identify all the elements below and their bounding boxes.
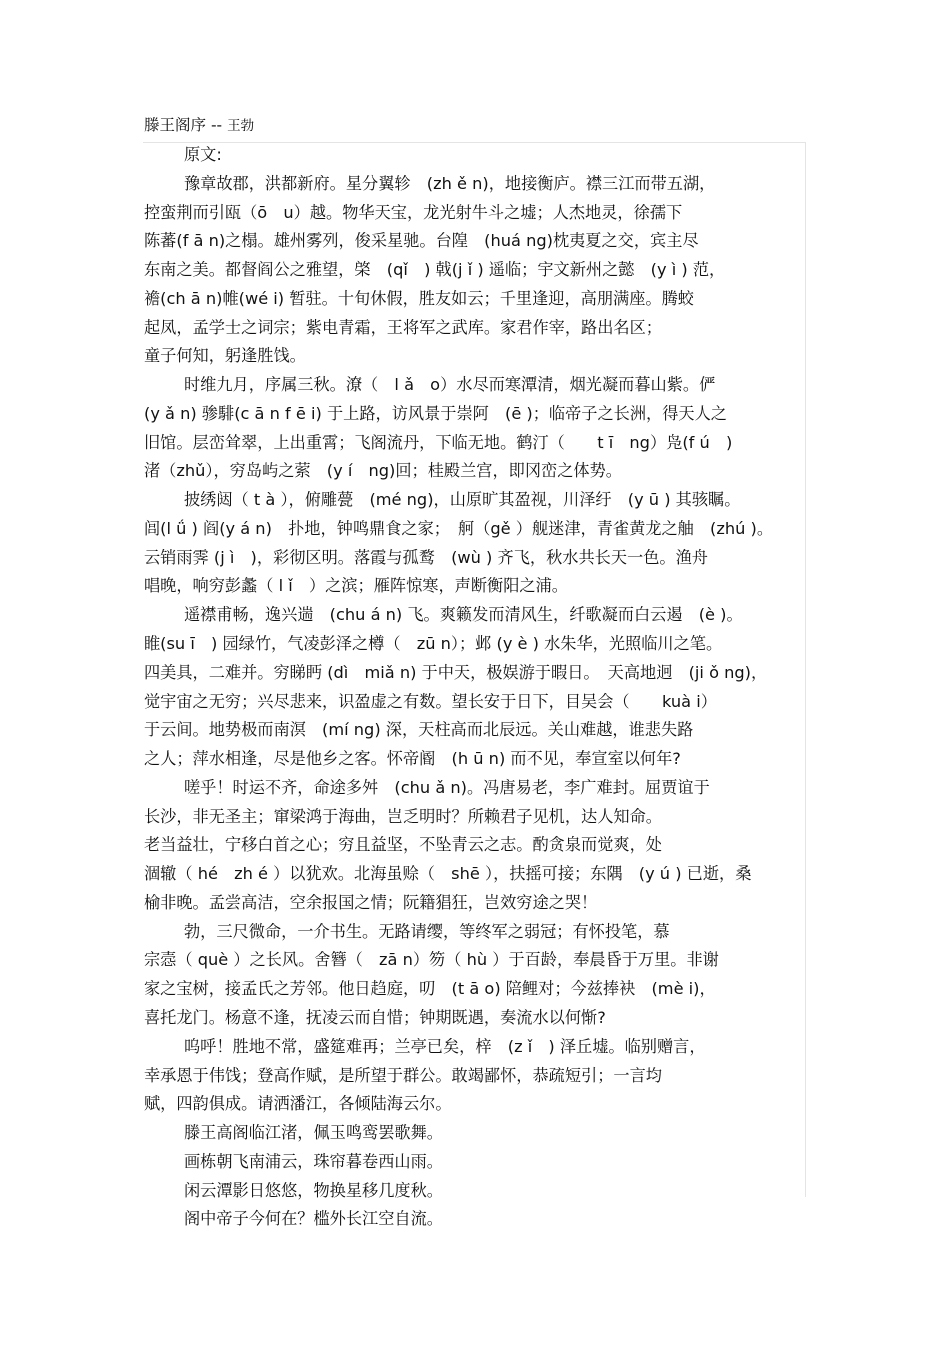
- text-line: (y ǎ n) 骖騑(c ā n f ē i) 于上路，访风景于崇阿 (ē )；临帝子之长洲，得天人之: [144, 403, 727, 423]
- text-line: 滕王高阁临江渚，佩玉鸣鸾罢歌舞。: [184, 1123, 443, 1143]
- text-line: 涸辙（ hé zh é ）以犹欢。北海虽赊（ shē ），扶摇可接；东隅 (y ú ) 已逝，桑: [144, 864, 752, 884]
- text-line: 觉宇宙之无穷；兴尽悲来，识盈虚之有数。望长安于日下，目吴会（ kuà i）: [144, 691, 717, 711]
- document-body: [144, 141, 814, 1234]
- text-line: 东南之美。都督阎公之雅望，棨 (qǐ ) 戟(j ǐ ) 遥临；宇文新州之懿 (y ì ) 范，: [144, 260, 726, 280]
- text-line: 喜托龙门。杨意不逢，抚凌云而自惜；钟期既遇，奏流水以何惭?: [144, 1007, 606, 1027]
- text-line: 老当益壮，宁移白首之心；穷且益坚，不坠青云之志。酌贪泉而觉爽，处: [144, 835, 662, 855]
- text-line: 阁中帝子今何在？槛外长江空自流。: [184, 1209, 443, 1229]
- text-line: 榆非晚。孟尝高洁，空余报国之情；阮籍猖狂，岂效穷途之哭！: [144, 892, 598, 912]
- text-line: 童子何知，躬逢胜饯。: [144, 346, 306, 366]
- text-line: 旧馆。层峦耸翠，上出重霄；飞阁流丹，下临无地。鹤汀（ t ī ng）凫(f ú ): [144, 432, 733, 452]
- text-line: 唱晚，响穷彭蠡（ l ǐ ）之滨；雁阵惊寒，声断衡阳之浦。: [144, 576, 568, 596]
- text-line: 幸承恩于伟饯；登高作赋，是所望于群公。敢竭鄙怀，恭疏短引；一言均: [144, 1065, 662, 1085]
- text-line: 陈蕃(f ā n)之榻。雄州雾列，俊采星驰。台隍 (huá ng)枕夷夏之交，宾主尽: [144, 231, 699, 251]
- text-line: 之人；萍水相逢，尽是他乡之客。怀帝阍 (h ū n) 而不见，奉宣室以何年?: [144, 749, 681, 769]
- text-line: 于云间。地势极而南溟 (mí ng) 深，天柱高而北辰远。关山难越，谁悲失路: [144, 720, 694, 740]
- document-author: 王勃: [227, 118, 255, 134]
- text-line: 赋，四韵俱成。请洒潘江，各倾陆海云尔。: [144, 1094, 452, 1114]
- text-line: 遥襟甫畅，逸兴遄 (chu á n) 飞。爽籁发而清风生，纤歌凝而白云遏 (è )。: [184, 605, 743, 625]
- text-line: 睢(su ī ) 园绿竹，气凌彭泽之樽（ zū n）；邺 (y è ) 水朱华，光照临川之笔。: [144, 634, 723, 654]
- text-line: 闲云潭影日悠悠，物换星移几度秋。: [184, 1180, 443, 1200]
- text-line: 长沙，非无圣主；窜梁鸿于海曲，岂乏明时？所赖君子见机，达人知命。: [144, 806, 662, 826]
- text-line: 勃，三尺微命，一介书生。无路请缨，等终军之弱冠；有怀投笔，慕: [184, 921, 670, 941]
- title-separator: --: [210, 116, 223, 134]
- text-line: 呜呼！胜地不常，盛筵难再；兰亭已矣，梓 (z ǐ ) 泽丘墟。临别赠言，: [184, 1036, 706, 1056]
- text-line: 四美具，二难并。穷睇眄 (dì miǎ n) 于中天，极娱游于暇日。 天高地迥 (ji ǒ ng)，: [144, 662, 768, 682]
- text-line: 云销雨霁 (j ì )，彩彻区明。落霞与孤鹜 (wù ) 齐飞，秋水共长天一色。渔舟: [144, 547, 708, 567]
- text-line: 嗟乎！时运不齐，命途多舛 (chu ǎ n)。冯唐易老，李广难封。屈贾谊于: [184, 777, 710, 797]
- document-title: 滕王阁序: [144, 116, 207, 134]
- text-line: 原文:: [184, 145, 222, 164]
- text-line: 豫章故郡，洪都新府。星分翼轸 (zh ě n)，地接衡庐。襟三江而带五湖，: [184, 173, 716, 193]
- text-line: 家之宝树，接孟氏之芳邻。他日趋庭，叨 (t ā o) 陪鲤对；今兹捧袂 (mè i)，: [144, 979, 716, 999]
- text-line: 起凤，孟学士之词宗；紫电青霜，王将军之武库。家君作宰，路出名区；: [144, 317, 662, 337]
- text-line: 控蛮荆而引瓯（ō u）越。物华天宝，龙光射牛斗之墟；人杰地灵，徐孺下: [144, 202, 683, 222]
- text-line: 时维九月，序属三秋。潦（ l ǎ o）水尽而寒潭清，烟光凝而暮山紫。俨: [184, 375, 716, 395]
- text-line: 披绣闼（ t à ），俯雕甍 (mé ng)，山原旷其盈视，川泽纡 (y ū ) 其骇瞩。: [184, 490, 741, 510]
- document-title-line: [144, 113, 254, 138]
- text-line: 宗悫（ què ）之长风。舍簪（ zā n）笏（ hù ）于百龄，奉晨昏于万里。非谢: [144, 950, 719, 970]
- text-line: 襜(ch ā n)帷(wé i) 暂驻。十旬休假，胜友如云；千里逢迎，高朋满座。腾蛟: [144, 288, 694, 308]
- text-line: 渚（zhǔ），穷岛屿之萦 (y í ng)回；桂殿兰宫，即冈峦之体势。: [144, 461, 622, 481]
- text-line: 闾(l ǘ ) 阎(y á n) 扑地，钟鸣鼎食之家； 舸（gě ）舰迷津，青雀黄龙之舳 (zhú )。: [144, 518, 774, 538]
- text-line: 画栋朝飞南浦云，珠帘暮卷西山雨。: [184, 1151, 443, 1171]
